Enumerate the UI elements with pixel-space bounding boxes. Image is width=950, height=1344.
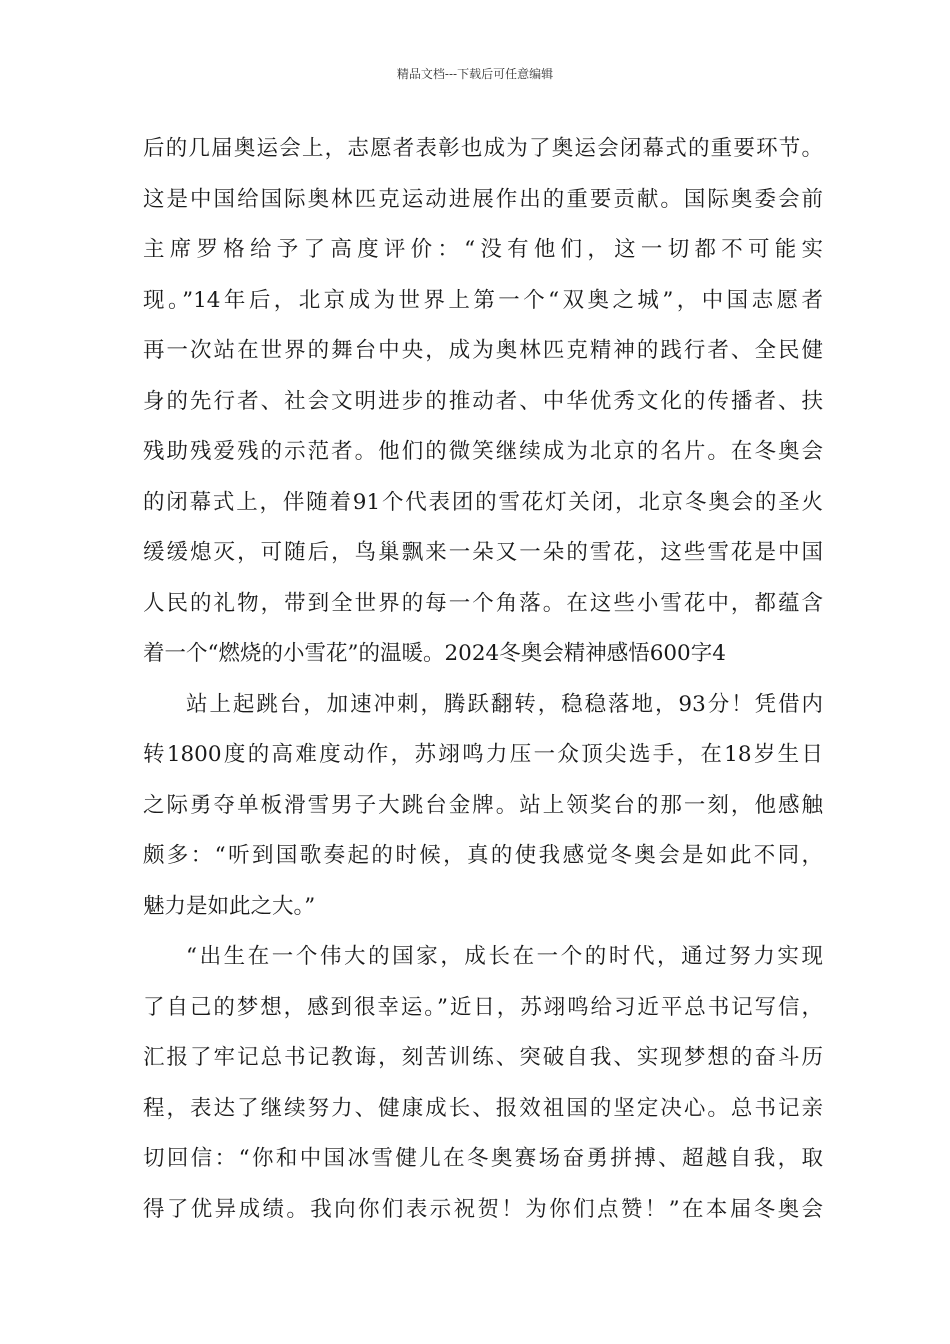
text-line: 魅力是如此之大。” — [143, 893, 316, 919]
paragraph-1 — [143, 124, 823, 680]
document-body — [143, 124, 823, 1235]
text-line: 着一个“燃烧的小雪花”的温暖。2024冬奥会精神感悟600字4 — [143, 641, 726, 666]
text-line: “出生在一个伟大的国家，成长在一个的时代，通过努力实现 — [186, 944, 823, 969]
text-line: 之际勇夺单板滑雪男子大跳台金牌。站上领奖台的那一刻，他感触 — [143, 792, 823, 818]
text-line: 站上起跳台，加速冲刺，腾跃翻转，稳稳落地，93分！凭借内 — [186, 691, 823, 717]
text-line: 身的先行者、社会文明进步的推动者、中华优秀文化的传播者、扶 — [143, 388, 823, 414]
text-line: 人民的礼物，带到全世界的每一个角落。在这些小雪花中，都蕴含 — [143, 590, 823, 616]
text-line: 现。”14年后，北京成为世界上第一个“双奥之城”，中国志愿者 — [143, 287, 823, 313]
text-line: 了自己的梦想，感到很幸运。”近日，苏翊鸣给习近平总书记写信， — [143, 994, 823, 1020]
text-line: 主席罗格给予了高度评价：“没有他们，这一切都不可能实 — [143, 237, 823, 262]
text-line: 汇报了牢记总书记教诲，刻苦训练、突破自我、实现梦想的奋斗历 — [143, 1045, 823, 1070]
paragraph-3 — [143, 932, 823, 1235]
text-line: 得了优异成绩。我向你们表示祝贺！为你们点赞！”在本届冬奥会 — [143, 1196, 823, 1222]
text-line: 这是中国给国际奥林匹克运动进展作出的重要贡献。国际奥委会前 — [143, 186, 823, 212]
text-line: 转1800度的高难度动作，苏翊鸣力压一众顶尖选手，在18岁生日 — [143, 742, 823, 767]
text-line: 缓缓熄灭，可随后，鸟巢飘来一朵又一朵的雪花，这些雪花是中国 — [143, 540, 823, 565]
text-line: 的闭幕式上，伴随着91个代表团的雪花灯关闭，北京冬奥会的圣火 — [143, 489, 823, 515]
text-line: 切回信：“你和中国冰雪健儿在冬奥赛场奋勇拼搏、超越自我，取 — [143, 1146, 823, 1171]
text-line: 后的几届奥运会上，志愿者表彰也成为了奥运会闭幕式的重要环节。 — [143, 136, 823, 161]
paragraph-2 — [143, 680, 823, 933]
text-line: 程，表达了继续努力、健康成长、报效祖国的坚定决心。总书记亲 — [143, 1095, 823, 1121]
text-line: 颇多：“听到国歌奏起的时候，真的使我感觉冬奥会是如此不同， — [143, 843, 823, 868]
page-header: 精品文档---下载后可任意编辑 — [396, 67, 554, 81]
text-line: 残助残爱残的示范者。他们的微笑继续成为北京的名片。在冬奥会 — [143, 439, 823, 464]
text-line: 再一次站在世界的舞台中央，成为奥林匹克精神的践行者、全民健 — [143, 338, 823, 363]
